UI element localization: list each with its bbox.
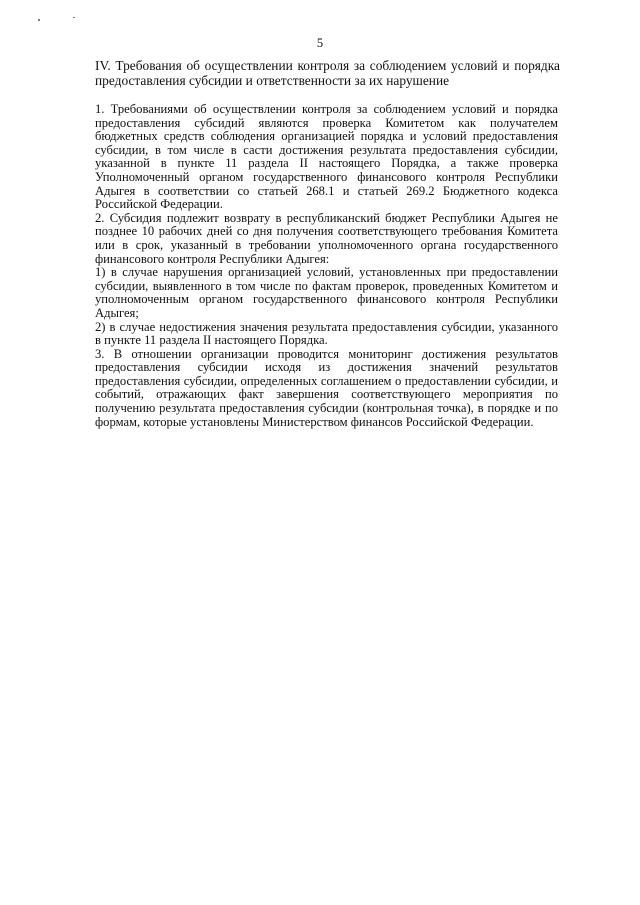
scan-speck <box>38 19 40 21</box>
paragraph-2-item-1: 1) в случае нарушения организацией условий, установленных при предоставлении субсидии, выявленного в том числе по фактам проверок, проведенных Комитетом и уполномоченным органом государственного финансового контроля Республики Адыгея; <box>95 265 558 320</box>
page-number: 5 <box>316 36 324 50</box>
section-heading: IV. Требования об осуществлении контроля за соблюдением условий и порядка предоставления субсидии и ответственности за их нарушение <box>95 58 560 88</box>
paragraph-2: 2. Субсидия подлежит возврату в республиканский бюджет Республики Адыгея не позднее 10 рабочих дней со дня получения соответствующего требования Комитета или в срок, указанный в требовании уполномоченного органа государственного финансового контроля Республики Адыгея: <box>95 210 558 266</box>
scan-speck <box>73 17 75 18</box>
paragraph-1: 1. Требованиями об осуществлении контроля за соблюдением условий и порядка предоставления субсидий являются проверка Комитетом как получателем бюджетных средств соблюдения организацией порядка и условий предоставления субсидии, в том числе в састи достижения результата предоставления субсидии, указанной в пункте 11 раздела II настоящего Порядка, а также проверка Уполномоченный органом государственного финансового контроля Республики Адыгея в соответствии со статьей 268.1 и статьей 269.2 Бюджетного кодекса Российской Федерации. <box>95 102 558 212</box>
paragraph-3: 3. В отношении организации проводится мониторинг достижения результатов предоставления субсидии исходя из достижения значений результатов предоставления субсидии, определенных соглашением о предоставлении субсидии, и событий, отражающих факт завершения соответствующего мероприятия по получению результата предоставления субсидии (контрольная точка), в порядке и по формам, которые установлены Министерством финансов Российской Федерации. <box>95 346 558 429</box>
document-body <box>95 103 558 429</box>
paragraph-2-item-2: 2) в случае недостижения значения результата предоставления субсидии, указанного в пункте 11 раздела II настоящего Порядка. <box>95 319 558 348</box>
